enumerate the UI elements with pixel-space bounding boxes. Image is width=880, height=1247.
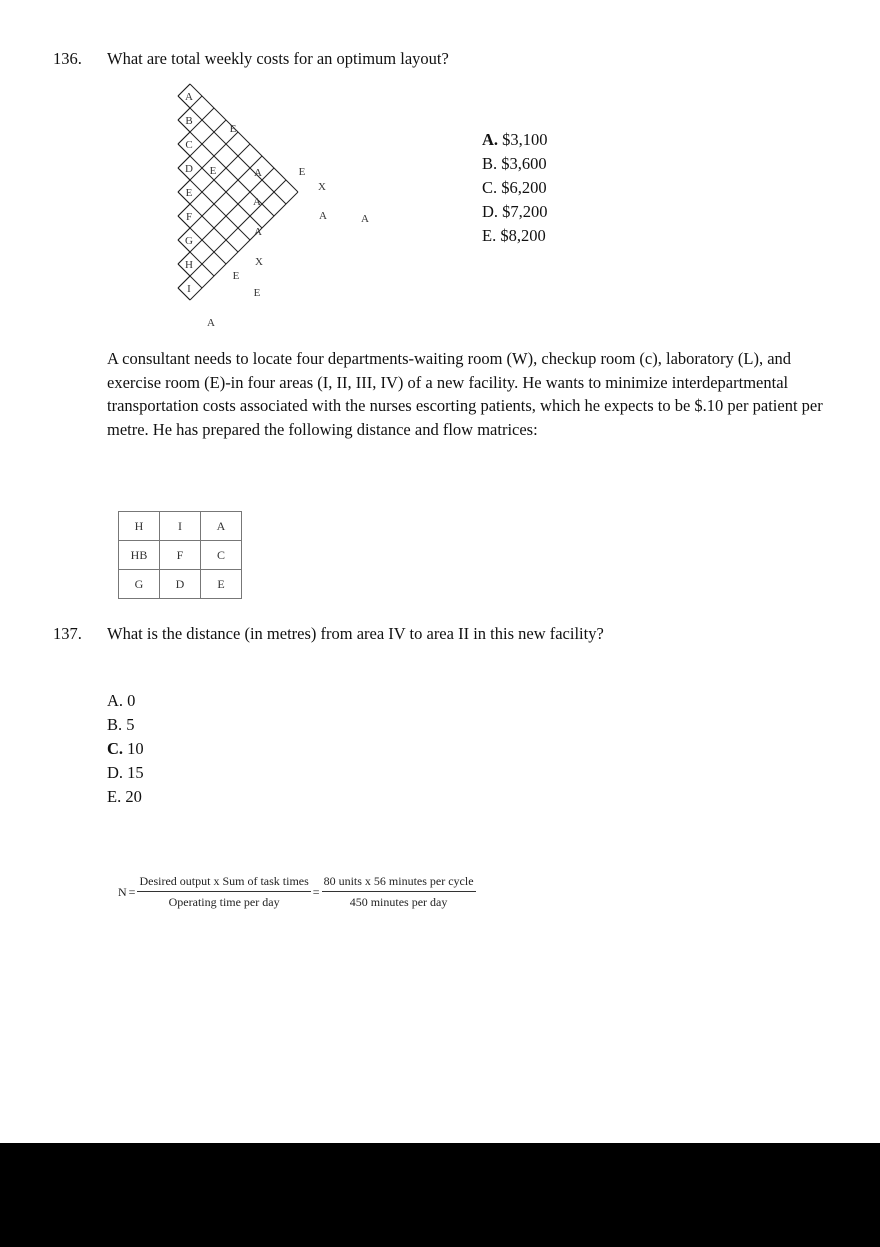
grid-row bbox=[119, 541, 242, 570]
relationship-code: E bbox=[232, 270, 240, 282]
grid-cell: A bbox=[201, 512, 242, 541]
question-136-number: 136. bbox=[53, 49, 82, 68]
relationship-code: E bbox=[209, 165, 217, 177]
department-label: I bbox=[187, 283, 191, 295]
question-136-options bbox=[482, 128, 548, 248]
option-b[interactable]: B. $3,600 bbox=[482, 154, 547, 173]
layout-grid bbox=[118, 511, 242, 599]
relationship-code: A bbox=[207, 317, 215, 329]
grid-cell: E bbox=[201, 570, 242, 599]
grid-cell: F bbox=[160, 541, 201, 570]
formula-denominator-2: 450 minutes per day bbox=[349, 895, 448, 909]
relationship-code: A bbox=[254, 226, 262, 238]
department-label: H bbox=[185, 259, 193, 271]
grid-cell: H bbox=[119, 512, 160, 541]
relationship-code: A bbox=[319, 210, 327, 222]
option-e[interactable]: E. 20 bbox=[107, 787, 142, 806]
question-137-number: 137. bbox=[53, 624, 82, 643]
formula-numerator-1: Desired output x Sum of task times bbox=[137, 874, 310, 892]
grid-cell: G bbox=[119, 570, 160, 599]
department-label: B bbox=[185, 115, 193, 127]
department-label: A bbox=[185, 91, 193, 103]
option-a[interactable]: A. $3,100 bbox=[482, 130, 548, 149]
page-footer-bar bbox=[0, 1143, 880, 1247]
question-137-options bbox=[107, 689, 144, 809]
option-a[interactable]: A. 0 bbox=[107, 691, 136, 710]
option-d[interactable]: D. 15 bbox=[107, 763, 144, 782]
formula-numerator-2: 80 units x 56 minutes per cycle bbox=[322, 874, 476, 892]
option-e[interactable]: E. $8,200 bbox=[482, 226, 546, 245]
relationship-code: E bbox=[253, 287, 261, 299]
option-c[interactable]: C. 10 bbox=[107, 739, 144, 758]
department-label: C bbox=[185, 139, 193, 151]
grid-cell: D bbox=[160, 570, 201, 599]
relationship-code: X bbox=[255, 256, 263, 268]
formula-equals: = bbox=[128, 884, 136, 899]
question-136-text: What are total weekly costs for an optimum layout? bbox=[107, 49, 449, 68]
workstation-formula bbox=[118, 874, 476, 910]
grid-cell: C bbox=[201, 541, 242, 570]
grid-row bbox=[119, 570, 242, 599]
department-label: G bbox=[185, 235, 193, 247]
department-label: D bbox=[185, 163, 193, 175]
relationship-code: A bbox=[253, 196, 261, 208]
relationship-code: X bbox=[318, 181, 326, 193]
relationship-code: E bbox=[298, 166, 306, 178]
relationship-code: A bbox=[254, 167, 262, 179]
formula-lhs: N bbox=[118, 884, 127, 899]
relationship-code: A bbox=[361, 213, 369, 225]
formula-fraction-2 bbox=[322, 874, 476, 910]
grid-cell: I bbox=[160, 512, 201, 541]
option-b[interactable]: B. 5 bbox=[107, 715, 135, 734]
relationship-chart bbox=[0, 0, 880, 360]
relationship-code: E bbox=[229, 123, 237, 135]
option-d[interactable]: D. $7,200 bbox=[482, 202, 548, 221]
option-c[interactable]: C. $6,200 bbox=[482, 178, 547, 197]
scenario-paragraph: A consultant needs to locate four departments-waiting room (W), checkup room (c), laboratory (L), and exercise room (E)-in four areas (I, II, III, IV) of a new facility. He wants to minimize interdepartmental transportation costs associated with the nurses escorting patients, which he expects to be $.10 per patient per metre. He has prepared the following distance and flow matrices: bbox=[107, 349, 823, 439]
formula-fraction-1 bbox=[137, 874, 310, 910]
grid-row bbox=[119, 512, 242, 541]
question-137-text: What is the distance (in metres) from area IV to area II in this new facility? bbox=[107, 624, 604, 643]
grid-cell: HB bbox=[119, 541, 160, 570]
formula-denominator-1: Operating time per day bbox=[168, 895, 280, 909]
department-label: E bbox=[185, 187, 193, 199]
formula-equals-2: = bbox=[312, 884, 320, 899]
department-label: F bbox=[185, 211, 193, 223]
